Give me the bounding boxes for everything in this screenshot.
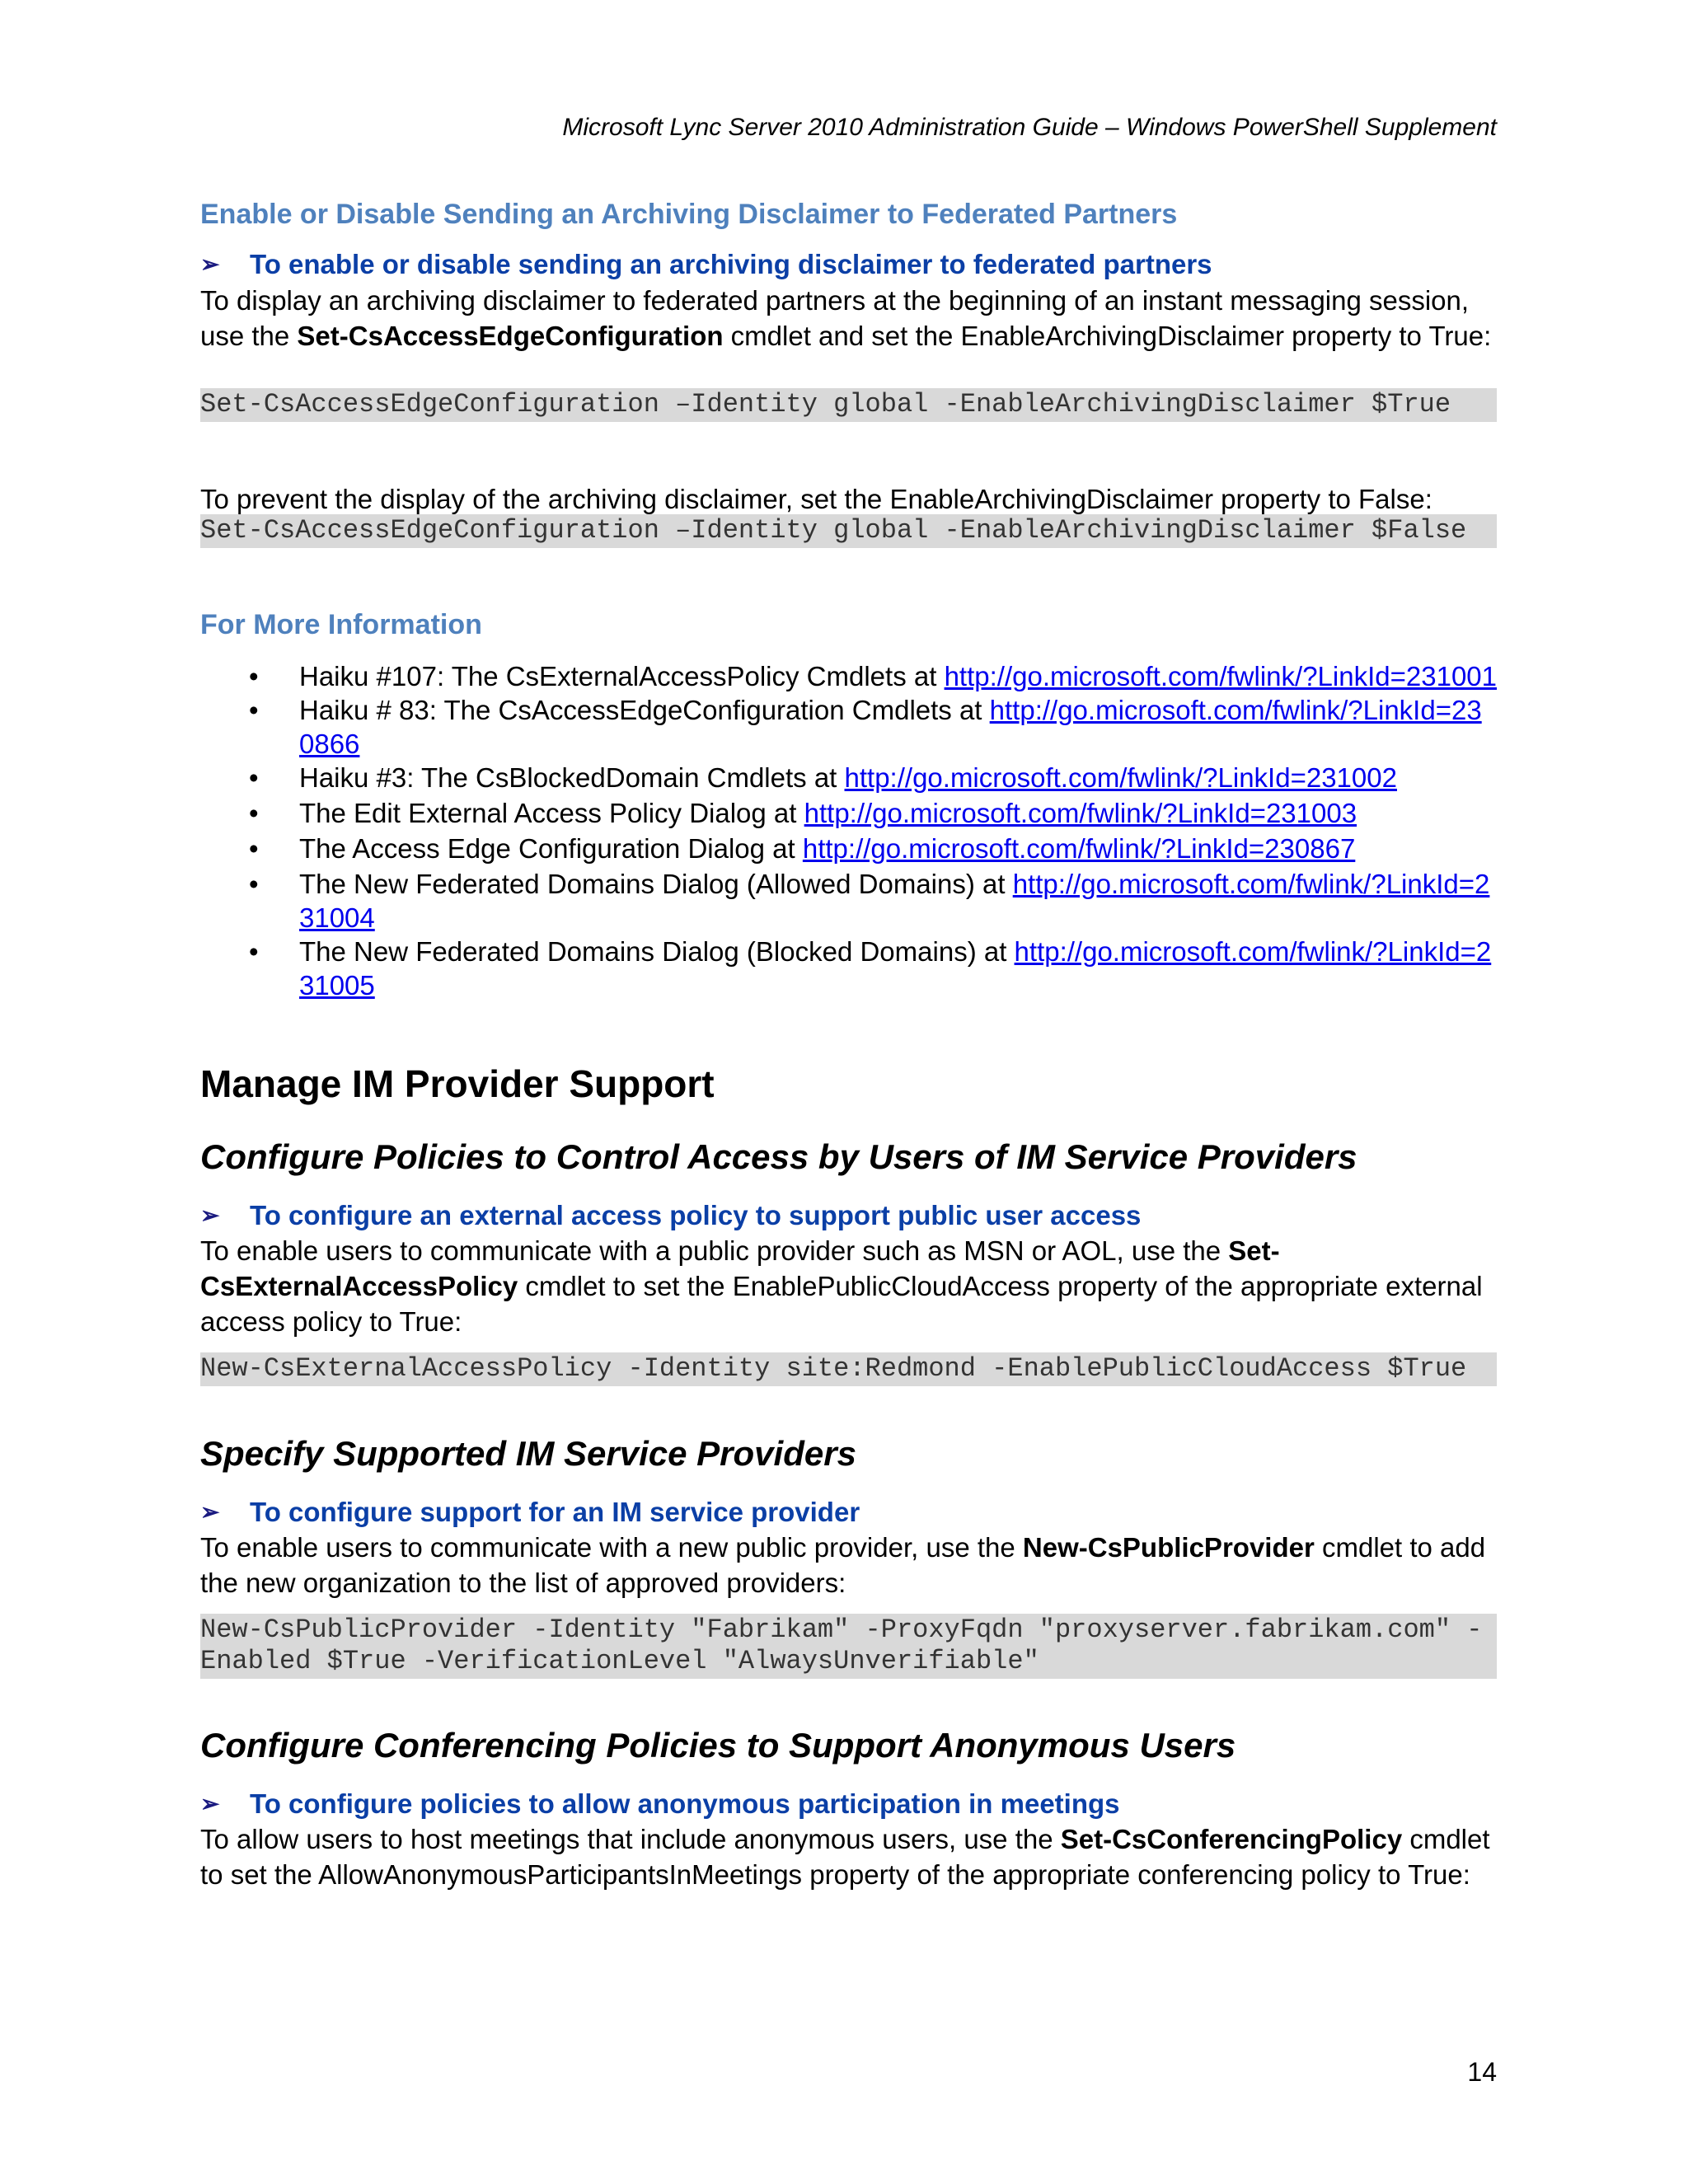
heading-archiving-disclaimer: Enable or Disable Sending an Archiving Disclaimer to Federated Partners (200, 199, 1178, 230)
list-item: • Haiku # 83: The CsAccessEdgeConfiguration Cmdlets at http://go.microsoft.com/fwlink/?LinkId=230866 (249, 695, 1482, 759)
bullet-icon: • (249, 695, 259, 725)
cmdlet-name: Set-CsAccessEdgeConfiguration (297, 321, 724, 351)
code-block-enable-disclaimer: Set-CsAccessEdgeConfiguration –Identity global -EnableArchivingDisclaimer $True (200, 388, 1497, 422)
bullet-icon: • (249, 833, 259, 864)
link[interactable]: http://go.microsoft.com/fwlink/?LinkId=231003 (804, 798, 1357, 828)
cmdlet-name: Set-CsConferencingPolicy (1060, 1824, 1403, 1854)
paragraph-archiving-intro: To display an archiving disclaimer to federated partners at the beginning of an instant messaging session, use the Set-CsAccessEdgeConfiguration cmdlet and set the EnableArchivingDisclaimer property to True: (200, 285, 1492, 351)
paragraph-prevent-disclaimer: To prevent the display of the archiving disclaimer, set the EnableArchivingDisclaimer property to False: (200, 484, 1432, 514)
code-block-external-access: New-CsExternalAccessPolicy -Identity site:Redmond -EnablePublicCloudAccess $True (200, 1352, 1497, 1386)
procedure-title: To enable or disable sending an archiving disclaimer to federated partners (250, 249, 1212, 279)
running-header: Microsoft Lync Server 2010 Administration Guide – Windows PowerShell Supplement (562, 114, 1497, 141)
code-block-disable-disclaimer: Set-CsAccessEdgeConfiguration –Identity global -EnableArchivingDisclaimer $False (200, 514, 1497, 548)
paragraph-external-access: To enable users to communicate with a public provider such as MSN or AOL, use the Set-CsExternalAccessPolicy cmdlet to set the EnablePublicCloudAccess property of the appropriate external access policy to True: (200, 1235, 1483, 1337)
bullet-icon: • (249, 869, 259, 899)
link[interactable]: http://go.microsoft.com/fwlink/?LinkId=231004 (299, 869, 1490, 933)
list-item: • Haiku #107: The CsExternalAccessPolicy Cmdlets at http://go.microsoft.com/fwlink/?LinkId=231001 (249, 661, 1498, 691)
link[interactable]: http://go.microsoft.com/fwlink/?LinkId=231005 (299, 936, 1492, 1001)
cmdlet-name: Set-CsExternalAccessPolicy (200, 1235, 1280, 1301)
paragraph-public-provider: To enable users to communicate with a new public provider, use the New-CsPublicProvider cmdlet to add the new organization to the list of approved providers: (200, 1532, 1486, 1598)
procedure-title: To configure an external access policy to support public user access (250, 1200, 1142, 1230)
procedure-external-access (200, 1198, 1141, 1234)
bullet-icon: • (249, 661, 259, 691)
link[interactable]: http://go.microsoft.com/fwlink/?LinkId=230867 (802, 833, 1356, 864)
page-number: 14 (1467, 2057, 1497, 2087)
cmdlet-name: New-CsPublicProvider (1022, 1532, 1315, 1563)
bullet-icon: • (249, 936, 259, 967)
section-archiving-disclaimer (200, 198, 1177, 232)
list-item: • Haiku #3: The CsBlockedDomain Cmdlets at http://go.microsoft.com/fwlink/?LinkId=231002 (249, 762, 1397, 793)
arrow-bullet-icon: ➢ (200, 1791, 220, 1817)
procedure-title: To configure policies to allow anonymous participation in meetings (250, 1788, 1120, 1819)
bullet-icon: • (249, 762, 259, 793)
list-item: • The New Federated Domains Dialog (Blocked Domains) at http://go.microsoft.com/fwlink/?LinkId=231005 (249, 936, 1492, 1001)
procedure-anonymous-meetings (200, 1787, 1120, 1822)
heading-manage-im-provider: Manage IM Provider Support (200, 1062, 715, 1105)
procedure-archiving-disclaimer (200, 247, 1212, 283)
heading-conferencing-anonymous: Configure Conferencing Policies to Support Anonymous Users (200, 1726, 1236, 1765)
link[interactable]: http://go.microsoft.com/fwlink/?LinkId=230866 (299, 695, 1482, 759)
heading-configure-policies-im: Configure Policies to Control Access by Users of IM Service Providers (200, 1137, 1357, 1176)
heading-more-info: For More Information (200, 609, 482, 640)
link[interactable]: http://go.microsoft.com/fwlink/?LinkId=231001 (944, 661, 1498, 691)
procedure-im-service-provider (200, 1495, 860, 1530)
procedure-title: To configure support for an IM service provider (250, 1497, 860, 1527)
arrow-bullet-icon: ➢ (200, 1202, 220, 1229)
bullet-icon: • (249, 798, 259, 828)
list-item: • The Edit External Access Policy Dialog at http://go.microsoft.com/fwlink/?LinkId=231003 (249, 798, 1357, 828)
code-block-public-provider: New-CsPublicProvider -Identity "Fabrikam" -ProxyFqdn "proxyserver.fabrikam.com" -Enabled $True -VerificationLevel "AlwaysUnverifiable" (200, 1614, 1497, 1679)
list-item: • The New Federated Domains Dialog (Allowed Domains) at http://go.microsoft.com/fwlink/?LinkId=231004 (249, 869, 1490, 933)
arrow-bullet-icon: ➢ (200, 1499, 220, 1526)
list-item: • The Access Edge Configuration Dialog at http://go.microsoft.com/fwlink/?LinkId=230867 (249, 833, 1356, 864)
paragraph-anonymous-meetings: To allow users to host meetings that include anonymous users, use the Set-CsConferencingPolicy cmdlet to set the AllowAnonymousParticipantsInMeetings property of the appropriate conferencing policy to True: (200, 1824, 1490, 1890)
link[interactable]: http://go.microsoft.com/fwlink/?LinkId=231002 (844, 762, 1397, 793)
heading-supported-im-providers: Specify Supported IM Service Providers (200, 1434, 856, 1473)
arrow-bullet-icon: ➢ (200, 251, 220, 278)
more-info-list (200, 659, 1497, 1002)
